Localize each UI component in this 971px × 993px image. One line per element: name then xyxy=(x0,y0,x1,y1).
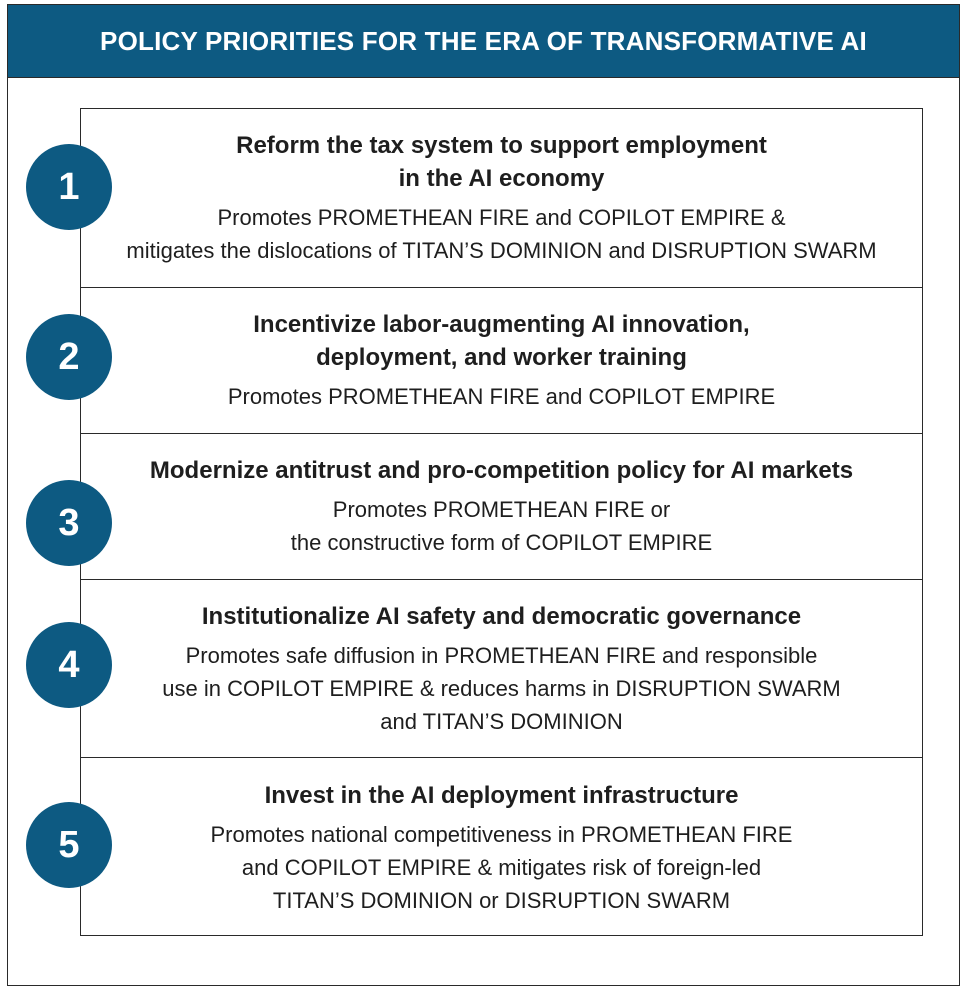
page-title: POLICY PRIORITIES FOR THE ERA OF TRANSFORMATIVE AI xyxy=(100,25,867,56)
number-badge-1: 1 xyxy=(26,144,112,230)
priority-title: Modernize antitrust and pro-competition policy for AI markets xyxy=(149,457,854,484)
priority-description: Promotes safe diffusion in PROMETHEAN FIRE and responsible use in COPILOT EMPIRE & reduces harms in DISRUPTION SWARM and TITAN’S DOMINION xyxy=(162,642,841,734)
priority-title: Invest in the AI deployment infrastructure xyxy=(264,781,739,809)
priority-row-4 xyxy=(81,579,922,757)
priority-title: Reform the tax system to support employment in the AI economy xyxy=(236,132,767,192)
number-badge-2: 2 xyxy=(26,314,112,400)
priority-row-2 xyxy=(81,287,922,433)
number-badge-3: 3 xyxy=(26,480,112,566)
priority-title: Institutionalize AI safety and democratic governance xyxy=(201,602,802,630)
number-badge-4: 4 xyxy=(26,622,112,708)
priority-description: Promotes PROMETHEAN FIRE and COPILOT EMPIRE xyxy=(227,384,776,409)
priority-row-5 xyxy=(81,757,922,937)
priority-description: Promotes PROMETHEAN FIRE or the constructive form of COPILOT EMPIRE xyxy=(290,497,713,555)
priority-list xyxy=(80,108,923,936)
priority-description: Promotes PROMETHEAN FIRE and COPILOT EMPIRE & mitigates the dislocations of TITAN’S DOMINION and DISRUPTION SWARM xyxy=(126,205,877,263)
number-badge-5: 5 xyxy=(26,802,112,888)
priority-title: Incentivize labor-augmenting AI innovation, deployment, and worker training xyxy=(253,311,750,371)
priority-row-1 xyxy=(81,109,922,287)
priority-description: Promotes national competitiveness in PROMETHEAN FIRE and COPILOT EMPIRE & mitigates risk of foreign-led TITAN’S DOMINION or DISRUPTION SWARM xyxy=(210,821,793,913)
priority-row-3 xyxy=(81,433,922,579)
header-banner xyxy=(7,4,960,78)
